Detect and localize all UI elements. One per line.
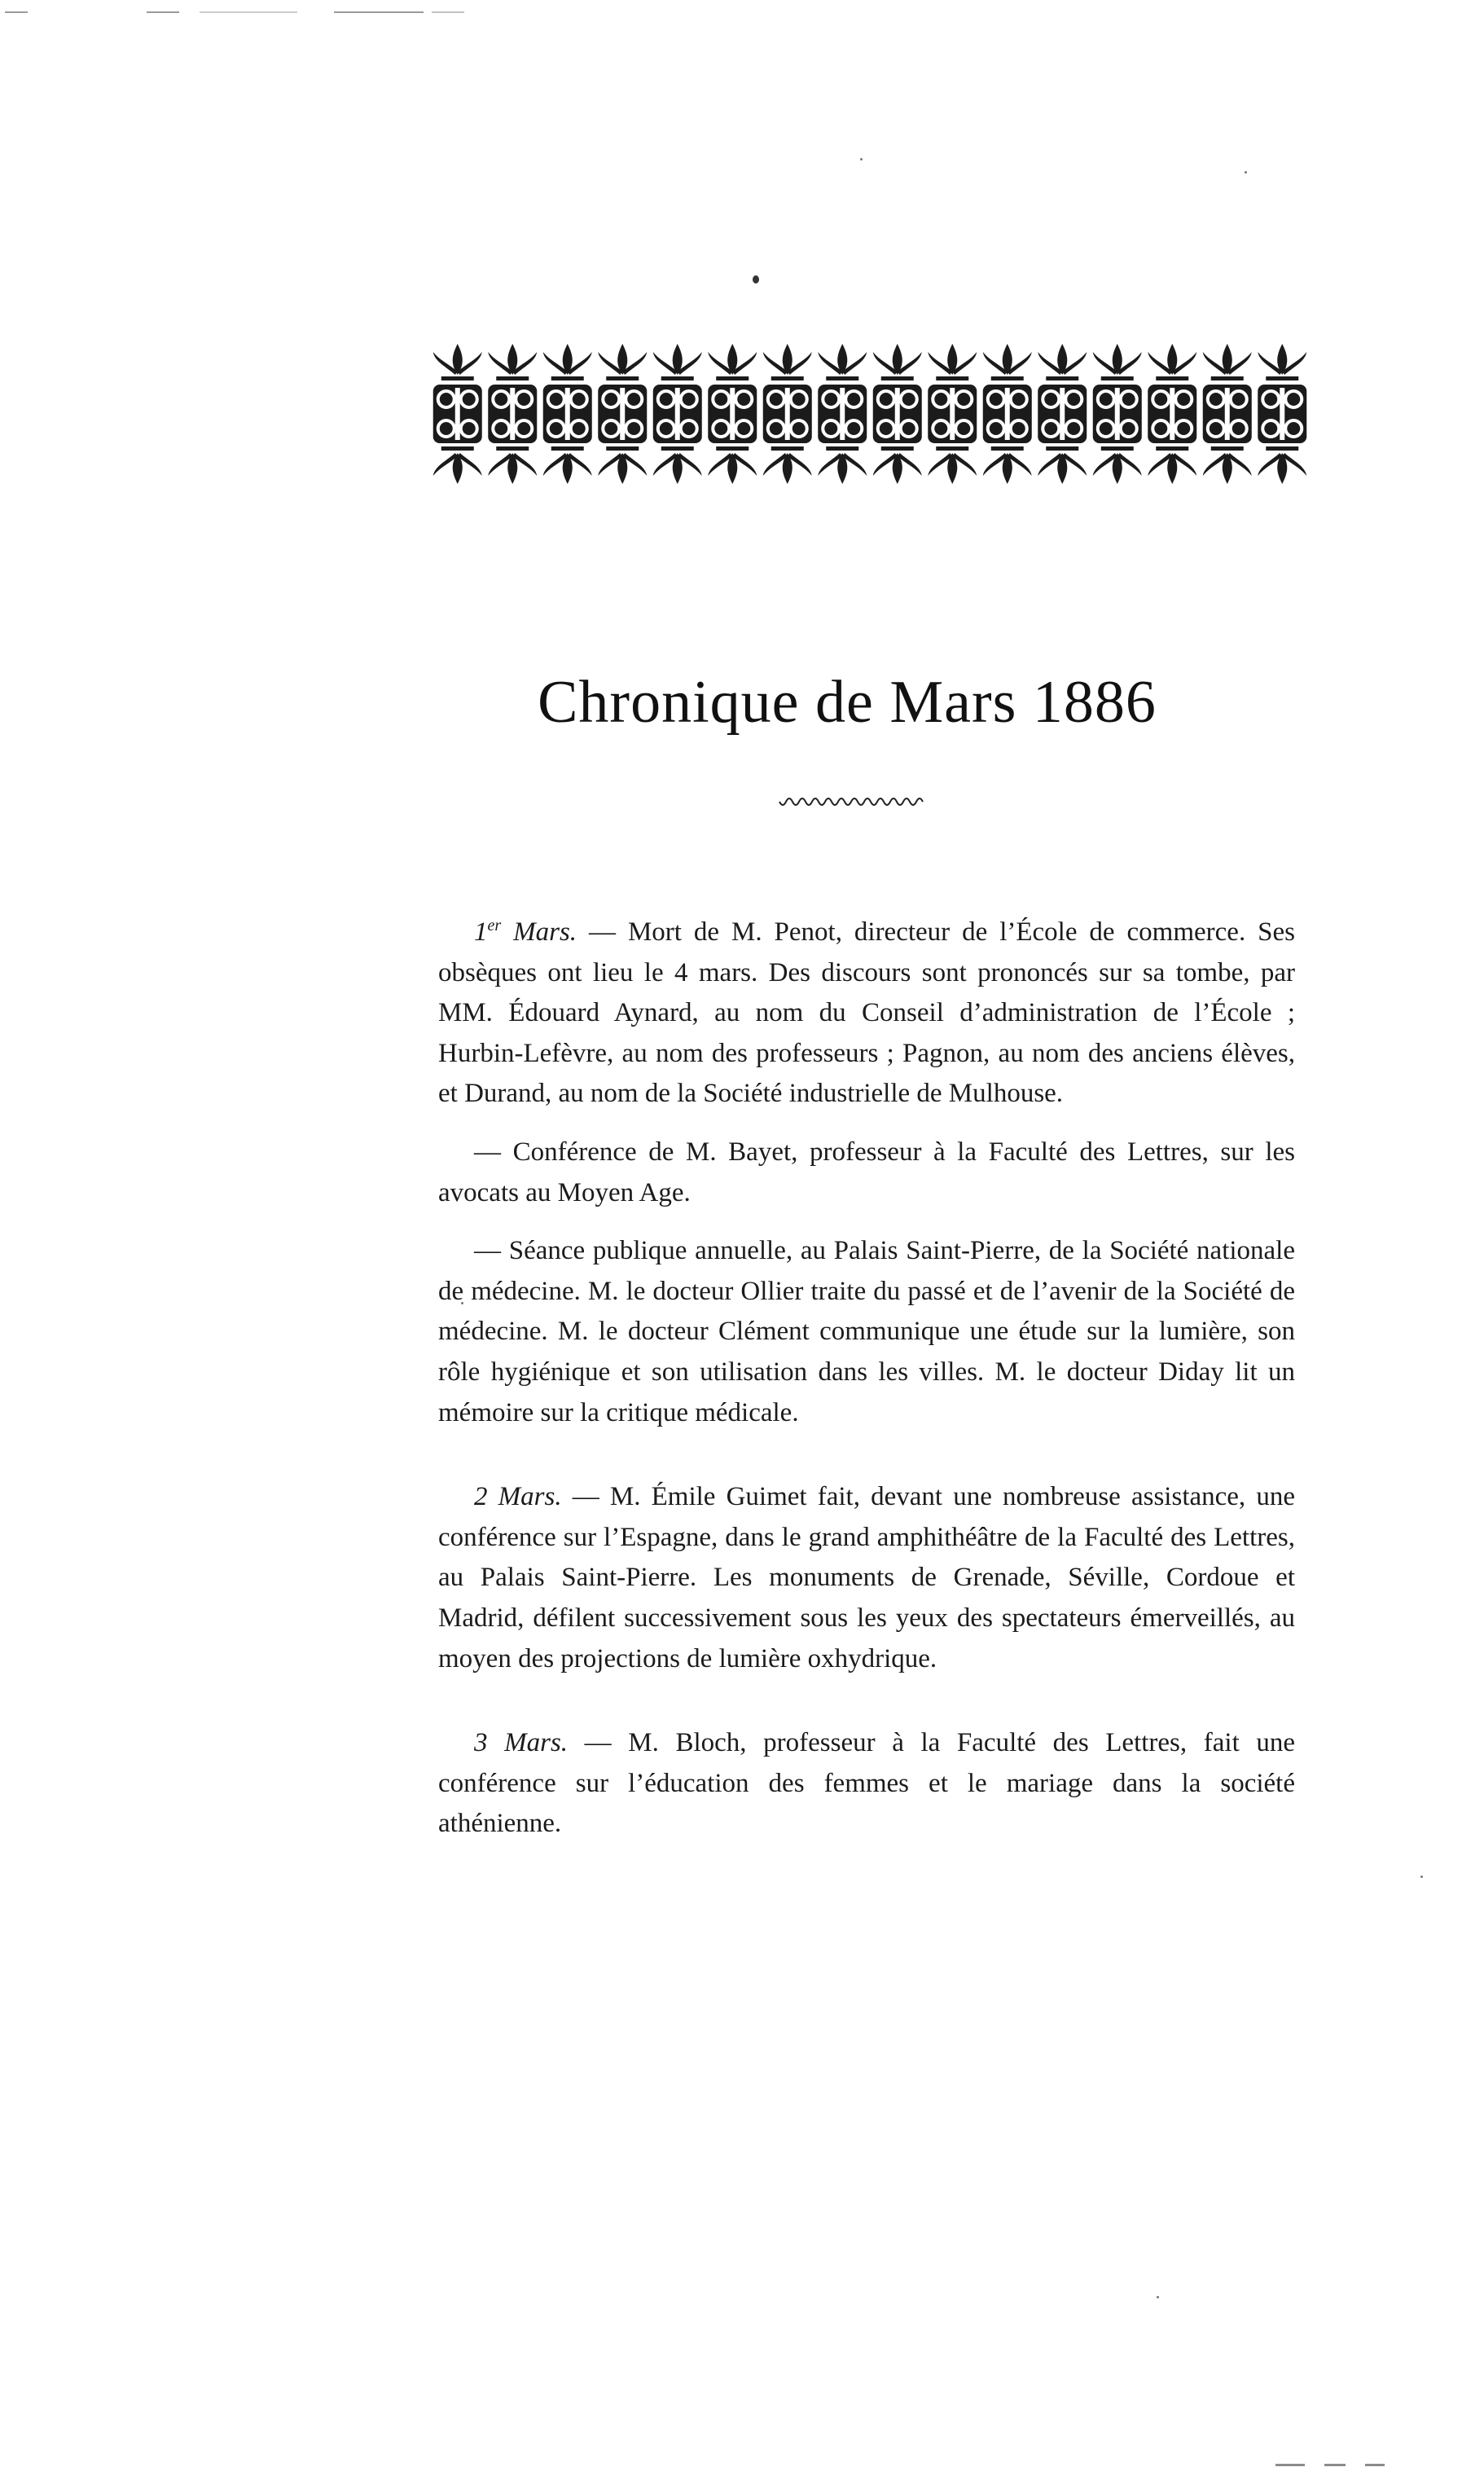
fleuron-ornament [543,344,592,484]
ornament-band [430,342,1310,486]
scan-mark [334,11,424,13]
fleuron-ornament [1203,344,1252,484]
fleuron-ornament [1093,344,1142,484]
entry-text: — Séance publique annuelle, au Palais Saint-Pierre, de la Société nationale de médecine. M. le docteur Ollier traite du passé et de l’avenir de la Société de médecine. M. le docteur Clément communique une étude sur la lumière, son rôle hygiénique et son utilisation dans les villes. M. le docteur Diday lit un mémoire sur la critique médicale. [438,1236,1295,1427]
entry-text: — Mort de M. Penot, directeur de l’École de commerce. Ses obsèques ont lieu le 4 mars. Des discours sont prononcés sur sa tombe, par MM. Édouard Aynard, au nom du Conseil d’administration de l’École ; Hurbin-Lefèvre, au nom des professeurs ; Pagnon, au nom des anciens élèves, et Durand, au nom de la Société industrielle de Mulhouse. [438,917,1295,1109]
scan-mark [5,11,28,13]
fleuron-ornament [433,344,482,484]
scan-mark [1324,2464,1346,2466]
entry-date: 3 Mars. [474,1728,569,1758]
entry-text: — M. Émile Guimet fait, devant une nombreuse assistance, une conférence sur l’Espagne, dans le grand amphithéâtre de la Faculté des Lettres, au Palais Saint-Pierre. Les monuments de Grenade, Séville, Cordoue et Madrid, défilent successivement sous les yeux des spectateurs émerveillés, au moyen des projections de lumière oxhydrique. [438,1482,1295,1673]
ink-speck [1157,2296,1159,2298]
date-ordinal: er [487,917,502,935]
chronicle-body [438,913,1295,1845]
title-rule [778,797,924,810]
scan-mark [1275,2464,1305,2466]
fleuron-ornament [1258,344,1306,484]
entry-1-mars [438,913,1295,1115]
scan-mark [200,11,297,13]
ink-speck [860,158,863,161]
scan-mark [432,11,464,13]
fleuron-row [430,342,1310,486]
fleuron-ornament [818,344,867,484]
ink-speck [753,275,759,284]
entry-2-mars [438,1477,1295,1679]
entry-3-mars [438,1723,1295,1845]
ink-speck [1245,171,1247,174]
fleuron-ornament [1038,344,1087,484]
date-month: Mars. [501,917,577,947]
scan-mark [147,11,179,13]
fleuron-ornament [598,344,647,484]
fleuron-ornament [763,344,812,484]
ink-speck [1420,1876,1423,1878]
entry-seance-medecine [438,1231,1295,1433]
entry-text: — M. Bloch, professeur à la Faculté des Lettres, fait une conférence sur l’éducation des femmes et le mariage dans la société athénienne. [438,1728,1295,1839]
scan-mark [1365,2464,1385,2466]
entry-date: 2 Mars. [474,1482,562,1512]
fleuron-ornament [488,344,537,484]
entry-text: — Conférence de M. Bayet, professeur à la Faculté des Lettres, sur les avocats au Moyen Age. [438,1137,1295,1207]
entry-date [474,917,577,947]
date-number: 1 [474,917,488,947]
page-title: Chronique de Mars 1886 [538,669,1157,736]
fleuron-ornament [873,344,922,484]
fleuron-ornament [928,344,977,484]
fleuron-ornament [983,344,1032,484]
fleuron-ornament [708,344,757,484]
entry-conference-bayet [438,1132,1295,1213]
fleuron-ornament [1148,344,1196,484]
fleuron-ornament [653,344,702,484]
